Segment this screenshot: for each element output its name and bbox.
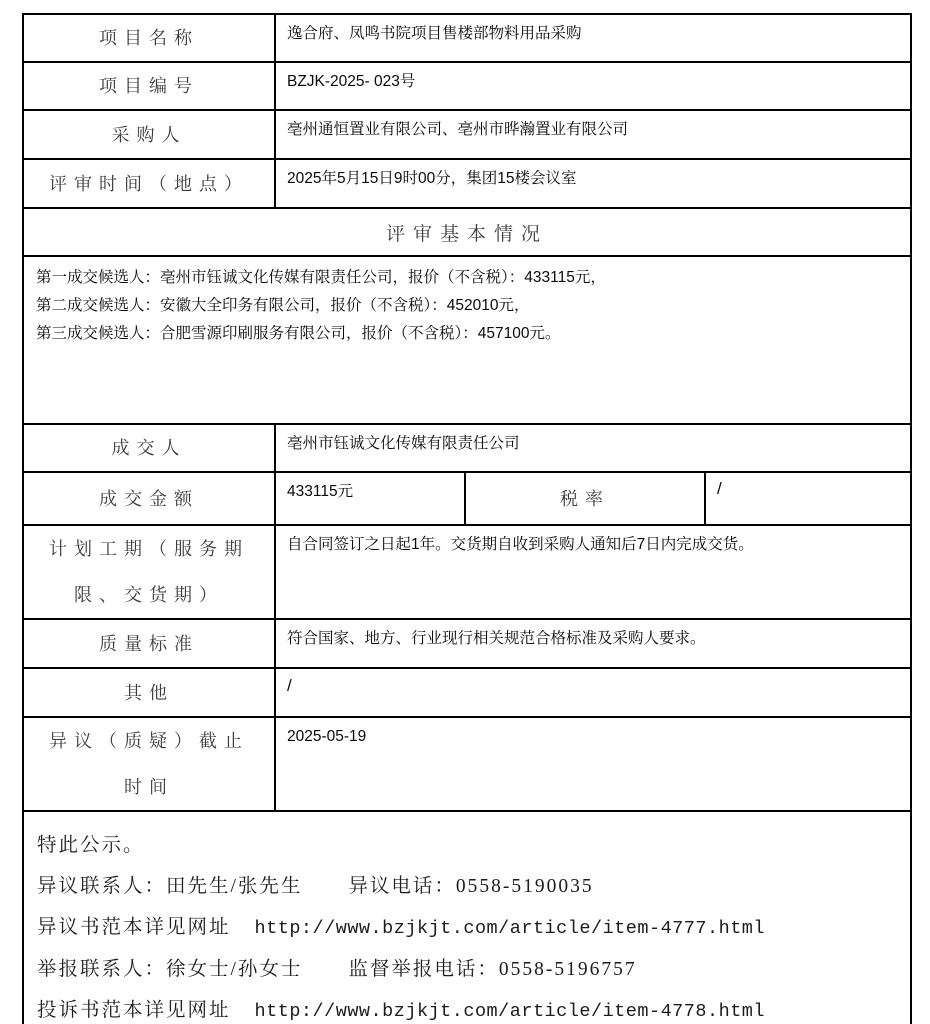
quality-label: 质量标准: [23, 619, 275, 668]
objection-phone: 异议电话：0558-5190035: [348, 876, 594, 897]
first-candidate-line: 第一成交候选人：亳州市钰诚文化传媒有限责任公司，报价（不含税）：433115元，: [36, 269, 606, 286]
project-name-value: 逸合府、凤鸣书院项目售楼部物料用品采购: [275, 14, 911, 62]
project-code-value: BZJK-2025- 023号: [275, 62, 911, 110]
complaint-template-line: [37, 990, 897, 1024]
quality-row: [23, 619, 911, 668]
objection-deadline-row: [23, 717, 911, 811]
objection-template-line: [37, 907, 897, 949]
project-name-row: [23, 14, 911, 62]
schedule-value: 自合同签订之日起1年。交货期自收到采购人通知后7日内完成交货。: [275, 525, 911, 619]
winner-value: 亳州市钰诚文化传媒有限责任公司: [275, 424, 911, 472]
second-candidate-line: 第二成交候选人：安徽大全印务有限公司，报价（不含税）：452010元，: [36, 297, 530, 314]
review-time-row: [23, 159, 911, 208]
candidates-row: [23, 256, 911, 424]
report-contact-names: 举报联系人：徐女士/孙女士: [37, 959, 303, 980]
complaint-template-label: 投诉书范本详见网址: [37, 1000, 231, 1021]
review-time-value: 2025年5月15日9时00分，集团15楼会议室: [275, 159, 911, 208]
other-label: 其他: [23, 668, 275, 717]
review-time-label: 评审时间（地点）: [23, 159, 275, 208]
schedule-label: 计划工期（服务期限、交货期）: [23, 525, 275, 619]
amount-value: 433115元: [275, 472, 465, 525]
schedule-row: [23, 525, 911, 619]
objection-template-label: 异议书范本详见网址: [37, 917, 231, 938]
purchaser-row: [23, 110, 911, 159]
third-candidate-line: 第三成交候选人：合肥雪源印刷服务有限公司，报价（不含税）：457100元。: [36, 325, 561, 342]
amount-row: [23, 472, 911, 525]
amount-label: 成交金额: [23, 472, 275, 525]
objection-contact-line: [37, 866, 897, 907]
purchaser-value: 亳州通恒置业有限公司、亳州市晔瀚置业有限公司: [275, 110, 911, 159]
objection-deadline-label: 异议（质疑）截止时间: [23, 717, 275, 811]
other-value: /: [275, 668, 911, 717]
footer-row: [23, 811, 911, 1024]
winner-label: 成交人: [23, 424, 275, 472]
project-name-label: 项目名称: [23, 14, 275, 62]
winner-row: [23, 424, 911, 472]
review-section-header-row: [23, 208, 911, 256]
report-contact-line: [37, 949, 897, 990]
purchaser-label: 采购人: [23, 110, 275, 159]
objection-template-url: http://www.bzjkjt.com/article/item-4777.html: [254, 918, 765, 939]
footer-notice-block: [23, 811, 911, 1024]
review-section-title: 评审基本情况: [23, 208, 911, 256]
procurement-result-table: [22, 13, 912, 1024]
other-row: [23, 668, 911, 717]
public-notice-text: 特此公示。: [37, 835, 145, 856]
objection-deadline-value: 2025-05-19: [275, 717, 911, 811]
report-phone: 监督举报电话：0558-5196757: [348, 959, 637, 980]
quality-value: 符合国家、地方、行业现行相关规范合格标准及采购人要求。: [275, 619, 911, 668]
project-code-row: [23, 62, 911, 110]
tax-rate-value: /: [705, 472, 911, 525]
objection-contact-names: 异议联系人：田先生/张先生: [37, 876, 303, 897]
tax-rate-label: 税率: [465, 472, 705, 525]
project-code-label: 项目编号: [23, 62, 275, 110]
candidates-cell: [23, 256, 911, 424]
complaint-template-url: http://www.bzjkjt.com/article/item-4778.html: [254, 1001, 765, 1022]
